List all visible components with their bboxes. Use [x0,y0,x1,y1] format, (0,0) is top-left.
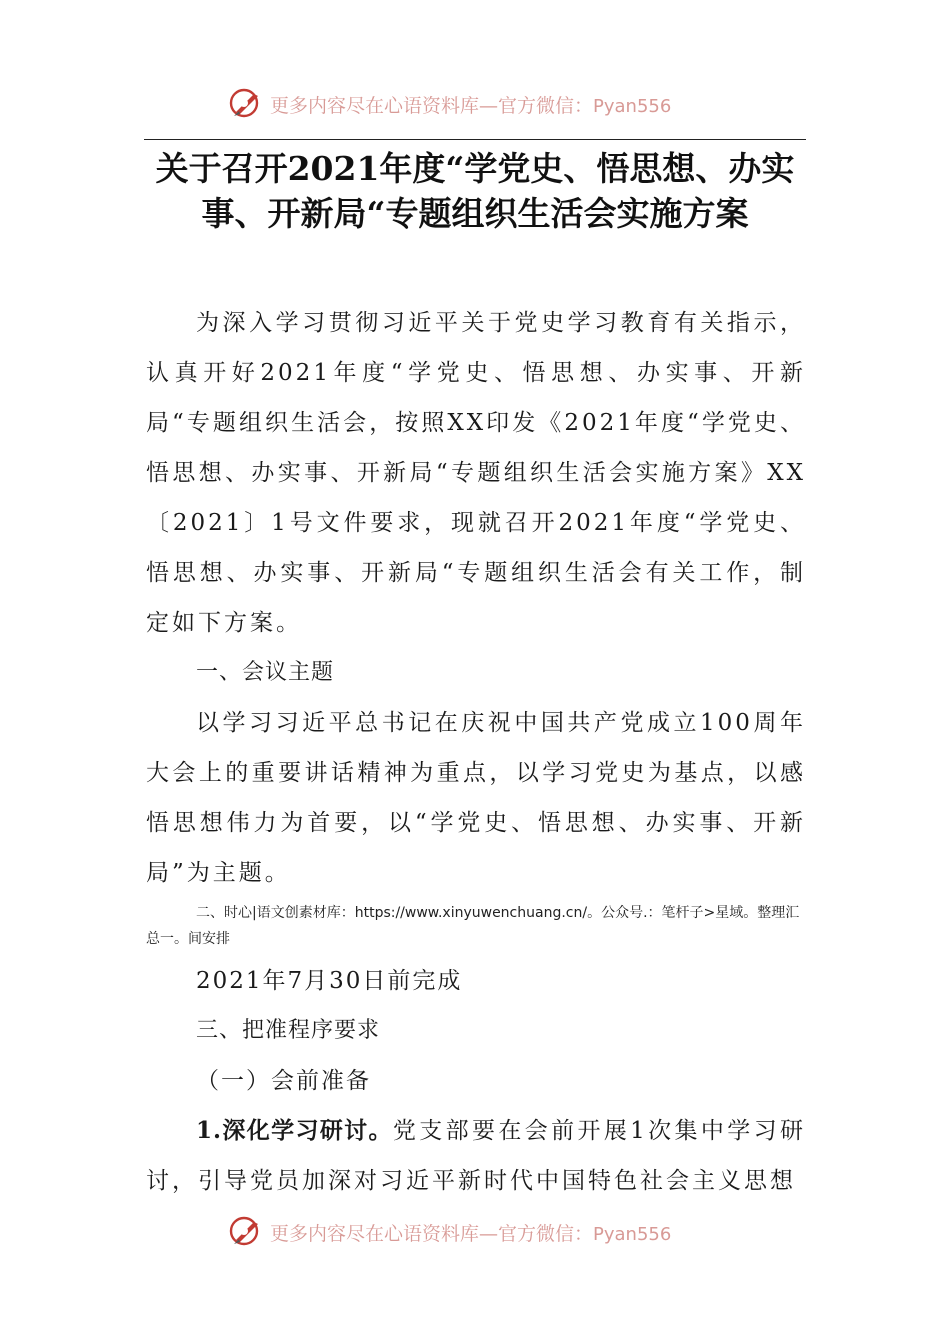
theme-paragraph: 以学习习近平总书记在庆祝中国共产党成立100周年大会上的重要讲话精神为重点，以学习党史为基点，以感悟思想伟力为首要，以“学党史、悟思想、办实事、开新局”为主题。 [146,710,806,886]
item-1-paragraph [146,1106,806,1206]
intro-paragraph: 为深入学习贯彻习近平关于党史学习教育有关指示，认真开好2021年度“学党史、悟思想、办实事、开新局“专题组织生活会，按照XX印发《2021年度“学党史、悟思想、办实事、开新局“专题组织生活会实施方案》XX〔2021〕1号文件要求，现就召开2021年度“学党史、悟思想、办实事、开新局“专题组织生活会有关工作，制定如下方案。 [146,310,806,636]
brand-logo-icon [228,86,264,122]
section-heading-1: 一、会议主题 [196,660,335,685]
date-line: 2021年7月30日前完成 [196,968,463,994]
footer-banner-text: 更多内容尽在心语资料库—官方微信：Pyan556 [270,1222,672,1245]
header-rule [144,139,806,140]
item-1-lead: 1.深化学习研讨。 [196,1117,393,1144]
header-banner-text: 更多内容尽在心语资料库—官方微信：Pyan556 [270,94,672,117]
subsection-heading: （一）会前准备 [196,1068,371,1094]
watermark-note: 二、时心|语文创素材库：https://www.xinyuwenchuang.cn/。公众号.：笔杆子>星域。整理汇总一。间安排 [146,905,800,947]
header-banner [228,84,748,124]
footer-banner [228,1212,748,1252]
document-title: 关于召开2021年度“学党史、悟思想、办实事、开新局“专题组织生活会实施方案 [155,149,795,233]
document-body [146,298,806,1206]
section-heading-3: 三、把准程序要求 [196,1018,381,1043]
item-1-text: 党支部要在会前开展1次集中学习研讨，引导党员加深对习近平新时代中国特色社会主义思想 [146,1118,806,1194]
brand-logo-icon [228,1214,264,1250]
